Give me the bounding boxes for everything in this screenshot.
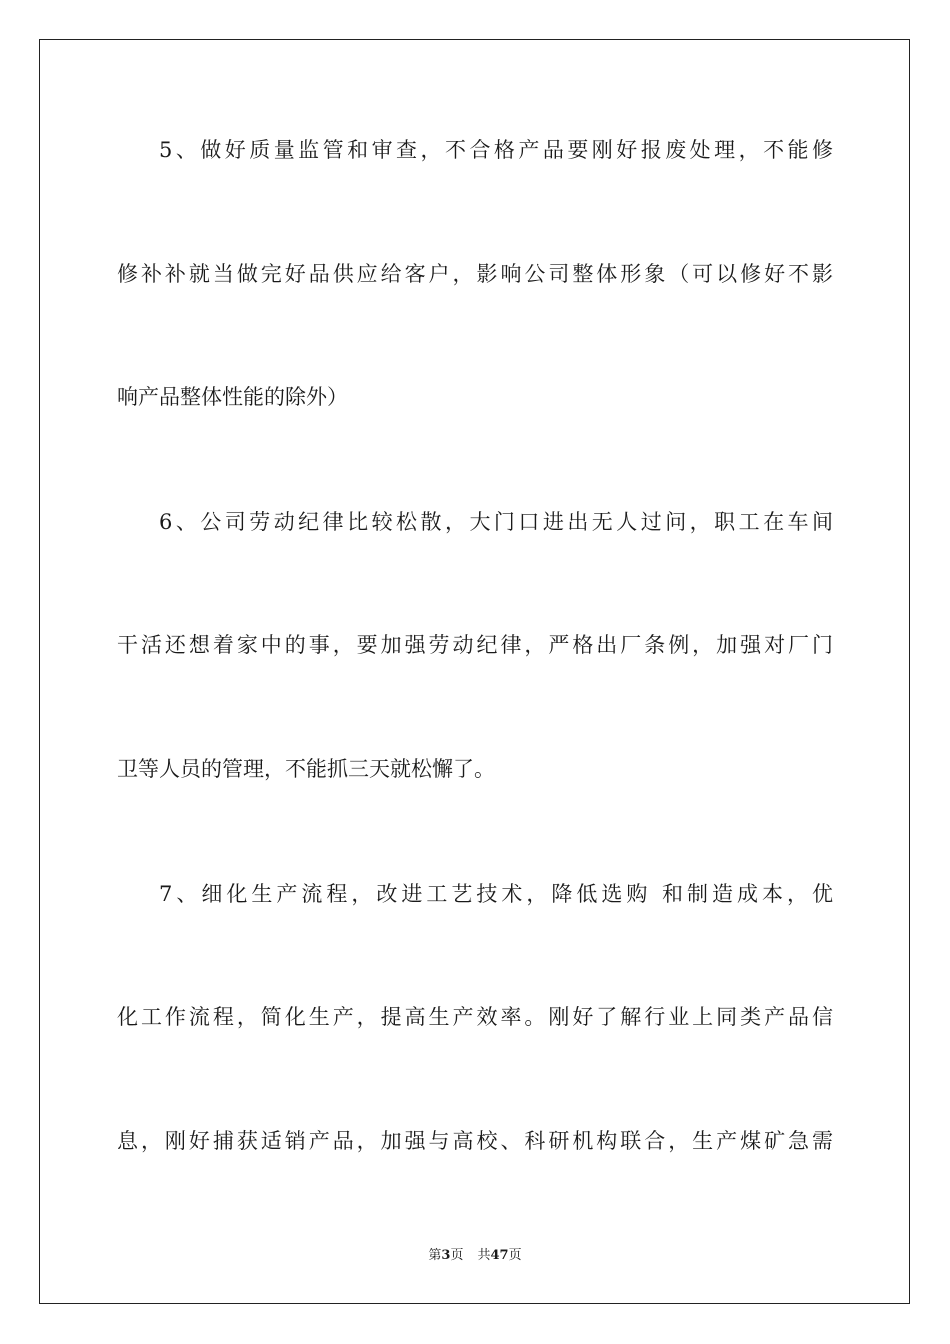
- total-pages: 47: [490, 1248, 509, 1263]
- page-suffix: 页: [450, 1248, 464, 1263]
- paragraph-7-line-2: 化工作流程，简化生产，提高生产效率。刚好了解行业上同类产品信: [117, 1005, 833, 1029]
- paragraph-5-line-1: 5、做好质量监管和审查，不合格产品要刚好报废处理，不能修: [159, 138, 833, 162]
- page-footer: [0, 1247, 950, 1265]
- paragraph-6-line-3: 卫等人员的管理，不能抓三天就松懈了。: [117, 757, 495, 781]
- page-prefix: 第: [428, 1248, 442, 1263]
- total-suffix: 页: [508, 1248, 522, 1263]
- paragraph-7-line-1: 7、细化生产流程，改进工艺技术，降低选购 和制造成本，优: [159, 882, 833, 906]
- paragraph-5-line-2: 修补补就当做完好品供应给客户，影响公司整体形象（可以修好不影: [117, 262, 833, 286]
- paragraph-5-line-3: 响产品整体性能的除外）: [117, 385, 348, 409]
- total-prefix: 共: [477, 1248, 491, 1263]
- paragraph-6-line-1: 6、公司劳动纪律比较松散，大门口进出无人过问，职工在车间: [159, 510, 833, 534]
- paragraph-7-line-3: 息，刚好捕获适销产品，加强与高校、科研机构联合，生产煤矿急需: [117, 1129, 833, 1153]
- paragraph-6-line-2: 干活还想着家中的事，要加强劳动纪律，严格出厂条例，加强对厂门: [117, 633, 833, 657]
- page-number: 3: [441, 1248, 451, 1263]
- page-border: [39, 39, 910, 1304]
